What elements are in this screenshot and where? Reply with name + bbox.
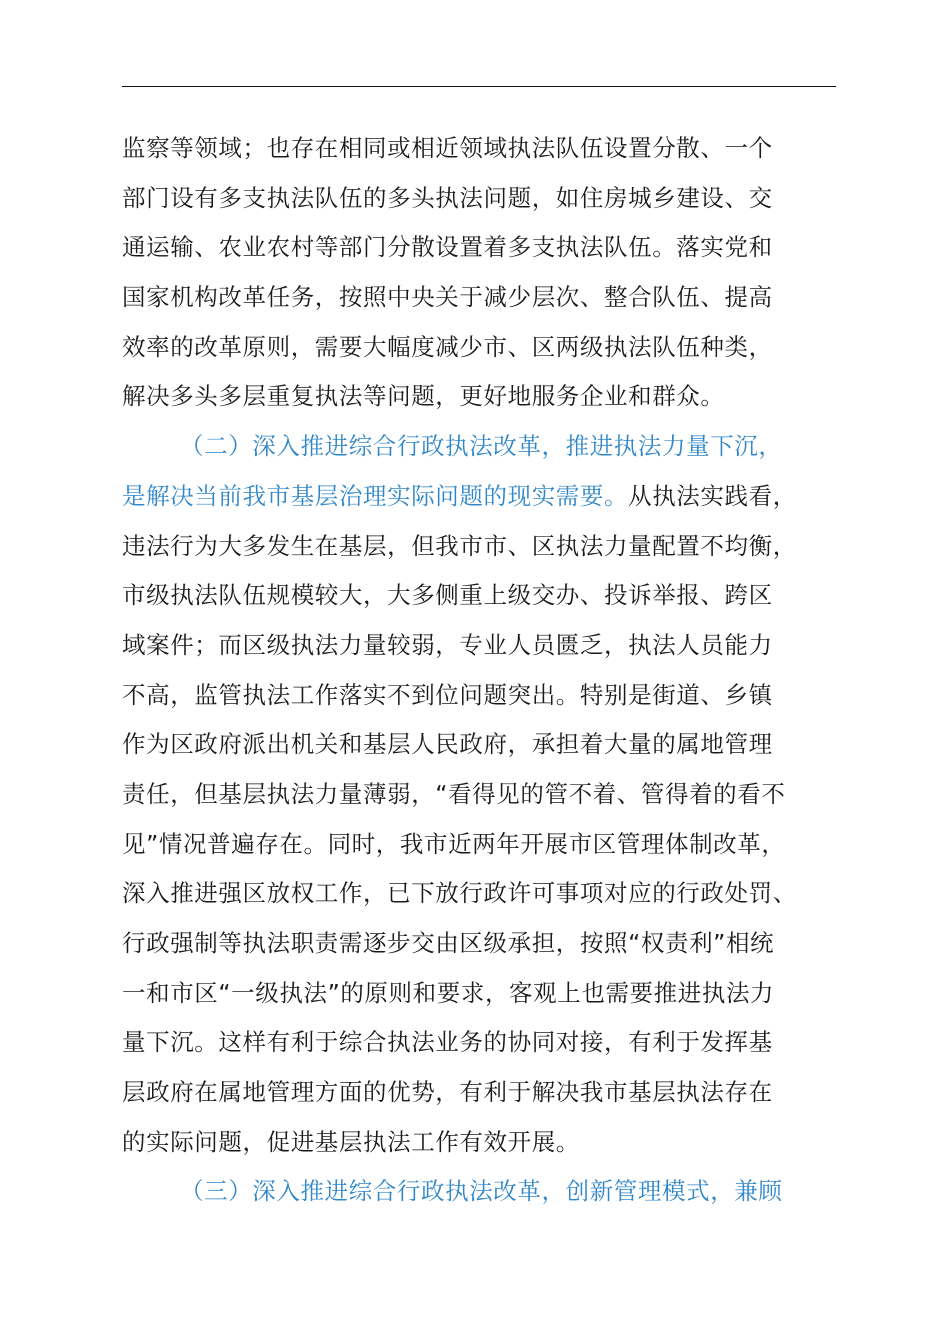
text-line-1: 监察等领域；也存在相同或相近领域执法队伍设置分散、一个: [122, 134, 773, 162]
header-rule: [122, 86, 836, 87]
text-line-3: 通运输、农业农村等部门分散设置着多支执法队伍。落实党和: [122, 233, 773, 262]
text-line-9: 违法行为大多发生在基层，但我市市、区执法力量配置不均衡，: [122, 531, 797, 560]
text-line-10: 市级执法队伍规模较大，大多侧重上级交办、投诉举报、跨区: [122, 581, 773, 610]
text-line-16: 深入推进强区放权工作，已下放行政许可事项对应的行政处罚、: [122, 879, 797, 908]
text-line-14: 责任，但基层执法力量薄弱，“看得见的管不着、管得着的看不: [122, 779, 786, 808]
text-line-2: 部门设有多支执法队伍的多头执法问题，如住房城乡建设、交: [122, 183, 773, 212]
text-line-15: 见”情况普遍存在。同时，我市近两年开展市区管理体制改革，: [122, 829, 786, 858]
section-heading-2-line-1: （二）深入推进综合行政执法改革，推进执法力量下沉，: [180, 432, 783, 461]
text-line-5: 效率的改革原则，需要大幅度减少市、区两级执法队伍种类，: [122, 332, 773, 361]
text-line-19: 量下沉。这样有利于综合执法业务的协同对接，有利于发挥基: [122, 1028, 773, 1057]
text-line-6: 解决多头多层重复执法等问题，更好地服务企业和群众。: [122, 382, 725, 411]
text-line-4: 国家机构改革任务，按照中央关于减少层次、整合队伍、提高: [122, 283, 773, 312]
text-line-13: 作为区政府派出机关和基层人民政府，承担着大量的属地管理: [122, 730, 773, 759]
text-line-12: 不高，监管执法工作落实不到位问题突出。特别是街道、乡镇: [122, 680, 773, 709]
section-heading-3: （三）深入推进综合行政执法改革，创新管理模式，兼顾: [180, 1177, 783, 1206]
text-line-20: 层政府在属地管理方面的优势，有利于解决我市基层执法存在: [122, 1078, 773, 1107]
section-heading-2-line-2: 是解决当前我市基层治理实际问题的现实需要。从执法实践看，: [122, 481, 797, 510]
text-line-21: 的实际问题，促进基层执法工作有效开展。: [122, 1127, 580, 1156]
text-line-11: 域案件；而区级执法力量较弱，专业人员匮乏，执法人员能力: [122, 630, 773, 659]
text-line-17: 行政强制等执法职责需逐步交由区级承担，按照“权责利”相统: [122, 929, 775, 957]
text-line-18: 一和市区“一级执法”的原则和要求，客观上也需要推进执法力: [122, 978, 775, 1007]
document-body: [122, 124, 842, 1217]
